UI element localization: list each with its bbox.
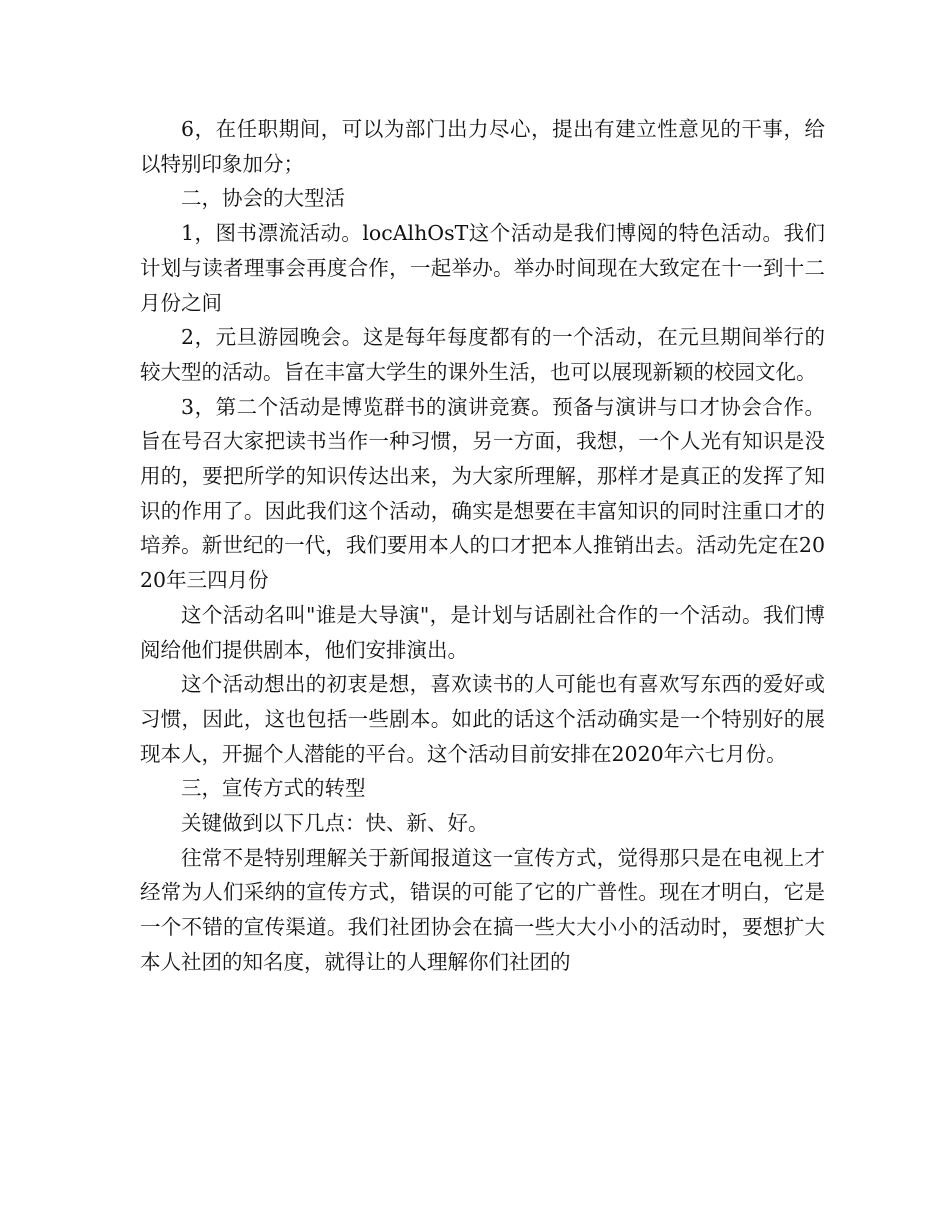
heading-large-activities: 二，协会的大型活 [181,186,345,211]
paragraph-speech-contest: 3，第二个活动是博览群书的演讲竞赛。预备与演讲与口才协会合作。旨在号召大家把读书当作一种习惯，另一方面，我想，一个人光有知识是没用的，要把所学的知识传达出来，为大家所理解，那样才是真正的发挥了知识的作用了。因此我们这个活动，确实是想要在丰富知识的同时注重口才的培养。新世纪的一代，我们要用本人的口才把本人推销出去。活动先定在2020年三四月份 [140,394,825,593]
paragraph-news-publicity: 往常不是特别理解关于新闻报道这一宣传方式，觉得那只是在电视上才经常为人们采纳的宣传方式，错误的可能了它的广普性。现在才明白，它是一个不错的宣传渠道。我们社团协会在搞一些大大小小的活动时，要想扩大本人社团的知名度，就得让的人理解你们社团的 [140,845,825,974]
heading-publicity-transformation: 三，宣传方式的转型 [181,776,366,801]
paragraph-key-points: 关键做到以下几点：快、新、好。 [181,811,489,836]
paragraph-director-activity: 这个活动名叫"谁是大导演"，是计划与话剧社合作的一个活动。我们博阅给他们提供剧本，他们安排演出。 [140,602,825,662]
paragraph-activity-intent: 这个活动想出的初衷是想，喜欢读书的人可能也有喜欢写东西的爱好或习惯，因此，这也包括一些剧本。如此的话这个活动确实是一个特别好的展现本人，开掘个人潜能的平台。这个活动目前安排在2020年六七月份。 [140,672,825,766]
paragraph-new-year-party: 2，元旦游园晚会。这是每年每度都有的一个活动，在元旦期间举行的较大型的活动。旨在丰富大学生的课外生活，也可以展现新颖的校园文化。 [140,325,825,384]
paragraph-book-drifting: 1，图书漂流活动。locAlhOsT这个活动是我们博阅的特色活动。我们计划与读者理事会再度合作，一起举办。举办时间现在大致定在十一到十二月份之间 [140,221,825,315]
document-body [140,112,825,980]
paragraph-evaluation-bonus: 6，在任职期间，可以为部门出力尽心，提出有建立性意见的干事，给以特别印象加分； [140,117,825,176]
